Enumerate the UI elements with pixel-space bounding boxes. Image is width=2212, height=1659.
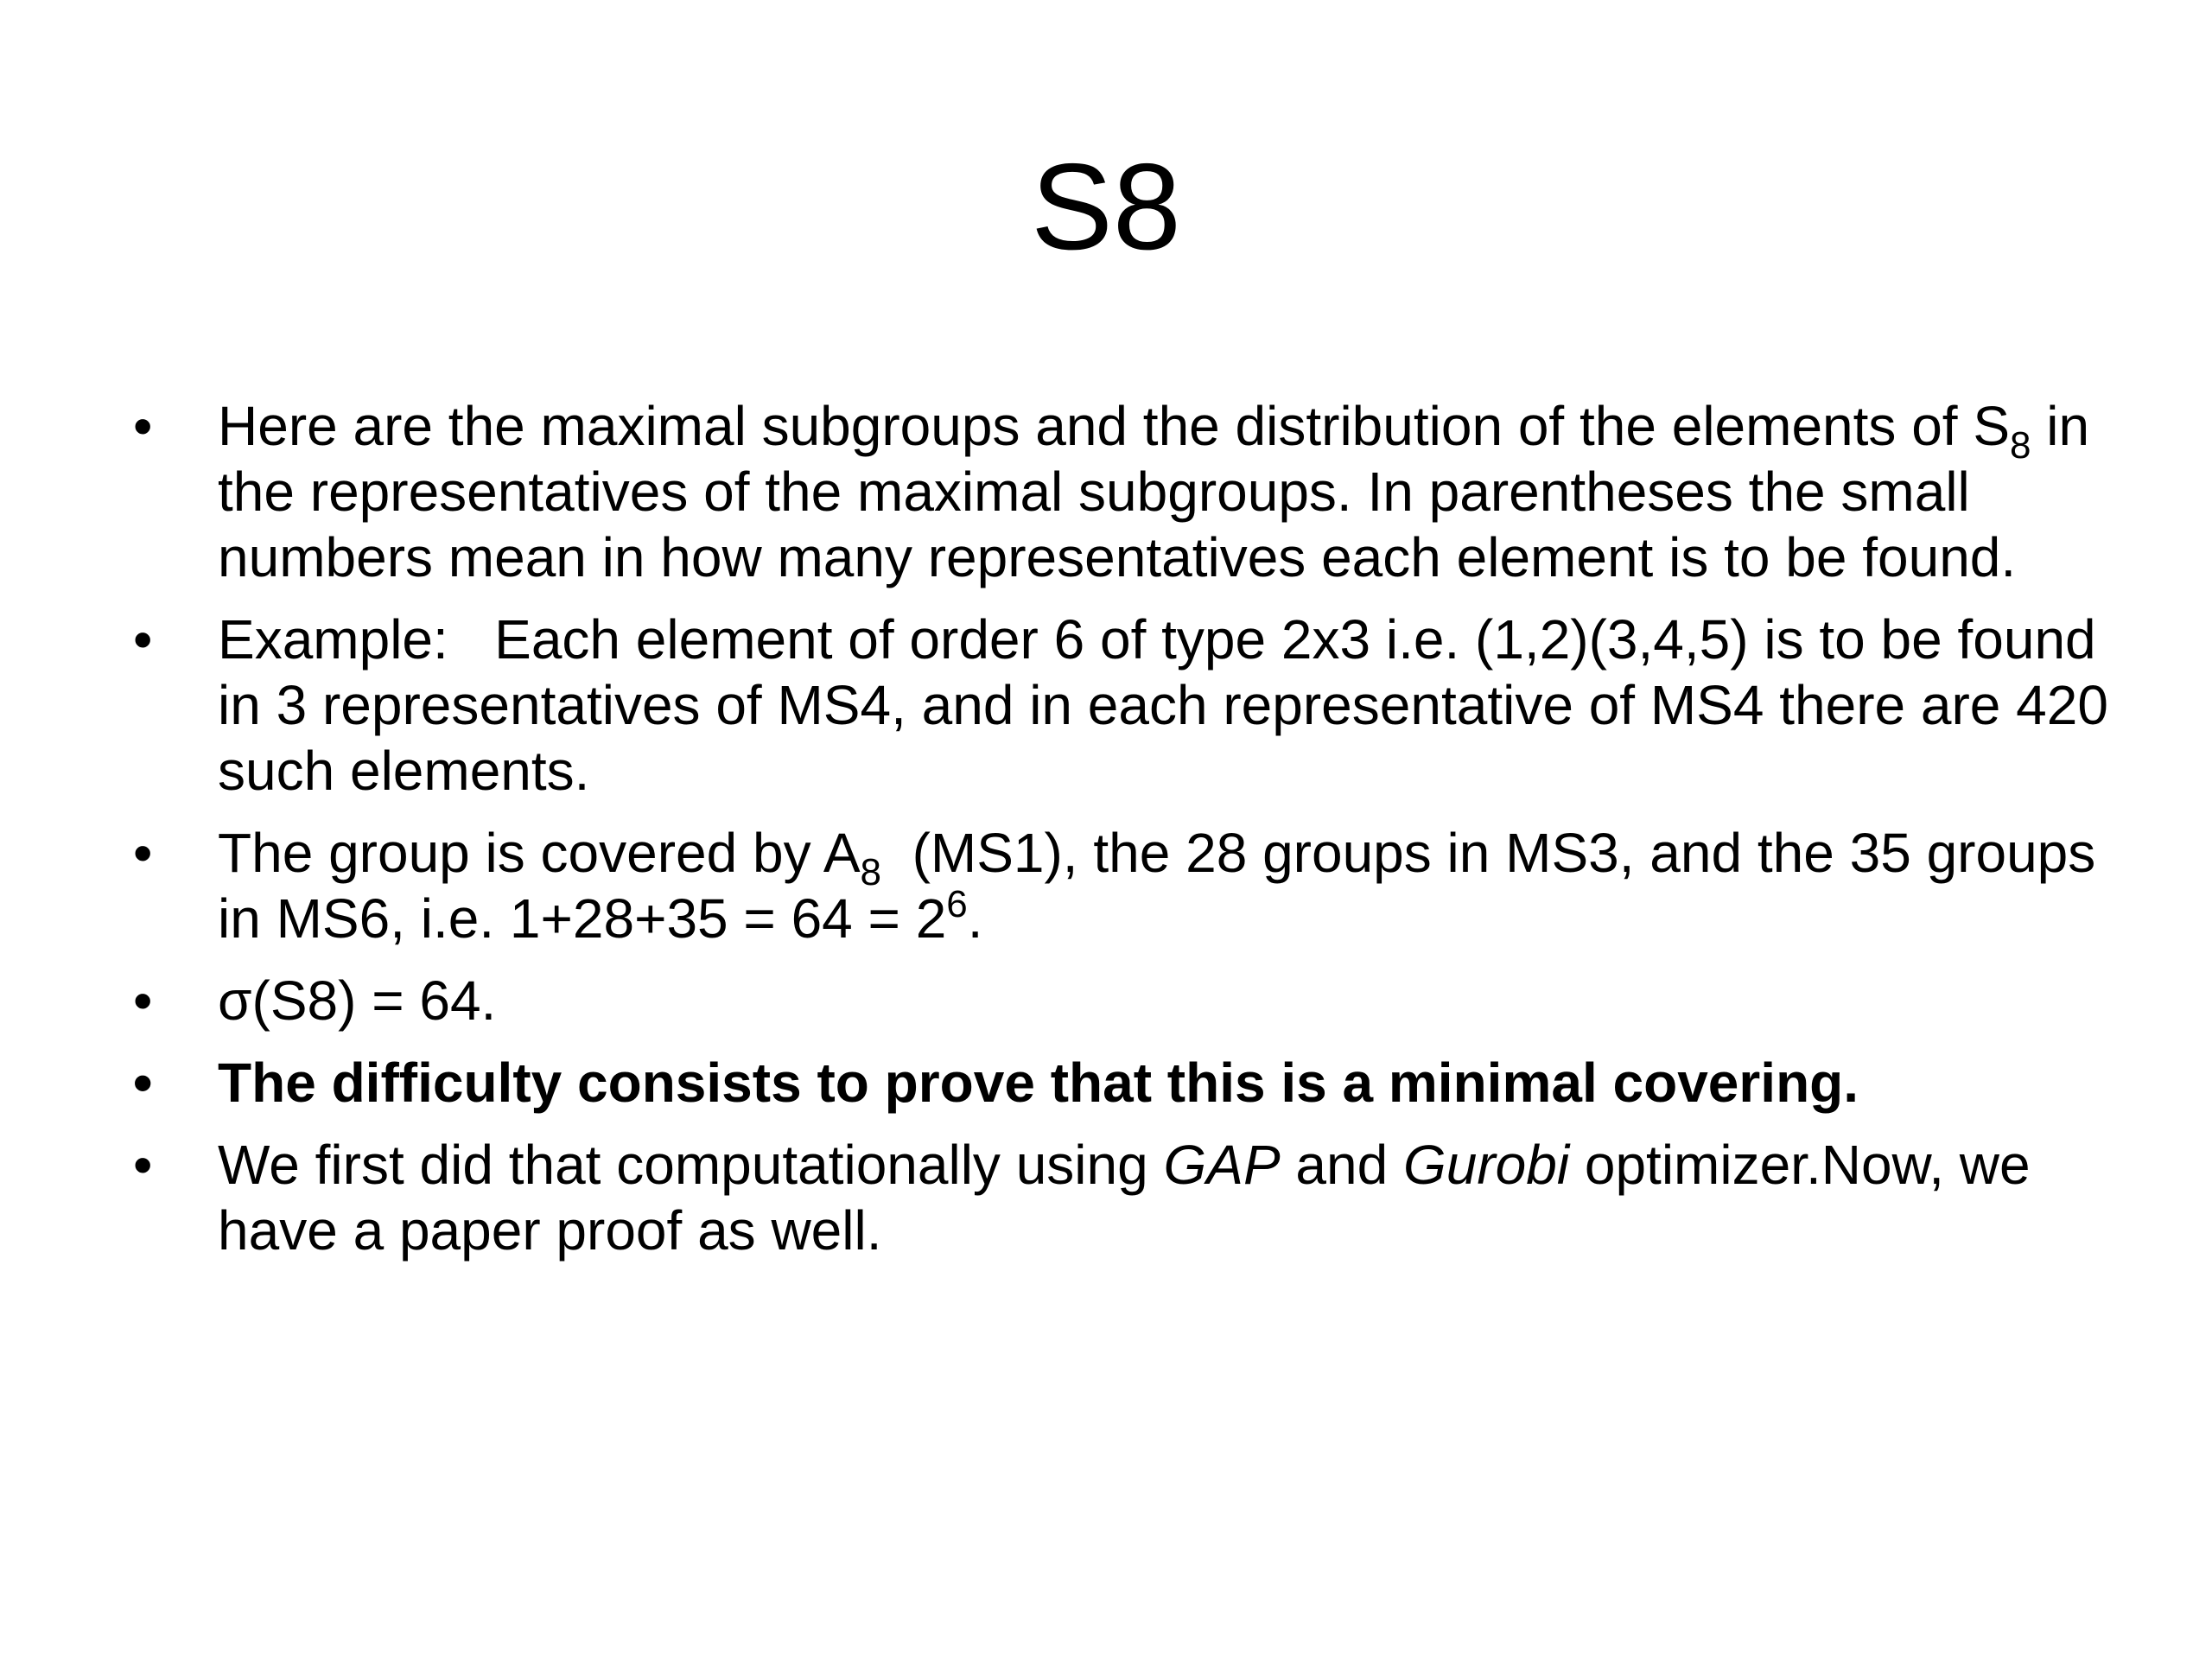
bullet-item-computation bbox=[130, 1132, 2117, 1263]
bullet-item-covering bbox=[130, 820, 2117, 951]
bullet-item-difficulty bbox=[130, 1050, 2117, 1116]
bullet-marker: • bbox=[133, 395, 153, 457]
bullet-item-sigma bbox=[130, 968, 2117, 1033]
bullet-marker: • bbox=[133, 969, 153, 1032]
bullet-text: Here are the maximal subgroups and the distribution of the elements of S bbox=[218, 395, 2011, 457]
bullet-text: and bbox=[1280, 1134, 1403, 1196]
bullet-text: The difficulty consists to prove that this is a minimal covering. bbox=[218, 1052, 1859, 1114]
bullet-text: . bbox=[967, 887, 983, 950]
bullet-marker: • bbox=[133, 1134, 153, 1196]
bullet-text: (MS1), the 28 groups in MS3, and the 35 groups in MS6, i.e. 1+28+35 = 64 = 2 bbox=[218, 822, 2112, 950]
bullet-marker: • bbox=[133, 1052, 153, 1114]
bullet-marker: • bbox=[133, 822, 153, 884]
superscript: 6 bbox=[946, 882, 968, 925]
bullet-text: in the representatives of the maximal subgroups. In parentheses the small numbers mean in how many representatives each element is to be found. bbox=[218, 395, 2090, 588]
slide-title: S8 bbox=[1031, 138, 1181, 276]
bullet-text: optimizer.Now, we have a paper proof as well. bbox=[218, 1134, 2031, 1262]
bullet-item-subgroups bbox=[130, 393, 2117, 590]
bullet-text: The group is covered by A bbox=[218, 822, 861, 884]
subscript: 8 bbox=[2010, 424, 2031, 467]
bullet-text: Example: Each element of order 6 of type 2x3 i.e. (1,2)(3,4,5) is to be found in 3 representatives of MS4, and in each representative of MS4 there are 420 such elements. bbox=[218, 608, 2124, 802]
software-name: Gurobi bbox=[1402, 1134, 1570, 1196]
bullet-item-example bbox=[130, 607, 2124, 804]
software-name: GAP bbox=[1163, 1134, 1281, 1196]
bullet-text: We first did that computationally using bbox=[218, 1134, 1164, 1196]
subscript: 8 bbox=[860, 851, 882, 894]
bullet-text: σ(S8) = 64. bbox=[218, 969, 497, 1032]
bullet-marker: • bbox=[133, 608, 153, 671]
bullet-list bbox=[130, 393, 2124, 1280]
